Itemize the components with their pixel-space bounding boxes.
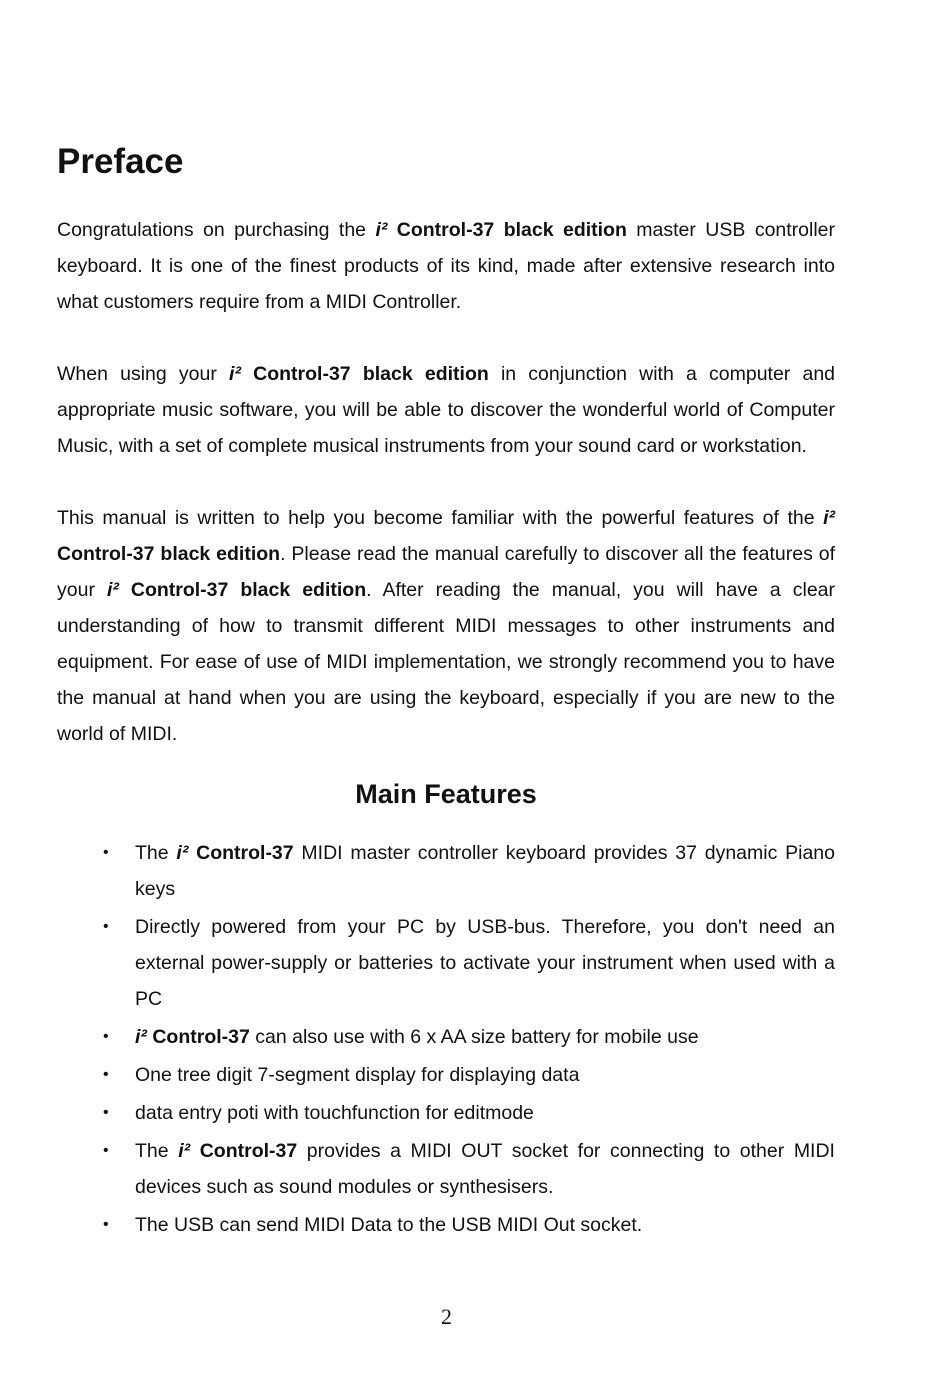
usage-paragraph (57, 356, 835, 464)
manual-paragraph (57, 500, 835, 752)
feature-item (57, 1057, 835, 1093)
product-prefix: i² (178, 1140, 191, 1162)
feature-text: The (135, 842, 177, 864)
paragraph-text: . Please read the manual carefully to discover all the features of your (57, 543, 835, 601)
feature-item (57, 1095, 835, 1131)
feature-text: The USB can send MIDI Data to the USB MIDI Out socket. (135, 1214, 643, 1236)
intro-paragraph (57, 212, 835, 320)
product-name-text: Control-37 black edition (130, 579, 367, 601)
page-title: Preface (57, 142, 184, 181)
paragraph-text: master USB controller keyboard. It is one of the finest products of its kind, made after extensive research into what customers require from a MIDI Controller. (57, 219, 836, 313)
feature-text: data entry poti with touchfunction for editmode (135, 1102, 534, 1124)
feature-text: MIDI master controller keyboard provides 37 dynamic Piano keys (135, 842, 835, 900)
feature-item (57, 909, 835, 1017)
feature-text: One tree digit 7-segment display for displaying data (135, 1064, 580, 1086)
product-name (178, 1140, 297, 1162)
bullet-icon: • (103, 918, 109, 935)
page-number: 2 (441, 1304, 452, 1329)
feature-item (57, 835, 835, 907)
product-name-text: Control-37 black edition (396, 219, 627, 241)
feature-text: Directly powered from your PC by USB-bus. Therefore, you don't need an external power-supply or batteries to activate your instrument when used with a PC (135, 916, 835, 1010)
features-list (57, 835, 835, 1243)
product-name-text: Control-37 black edition (57, 543, 281, 565)
bullet-icon: • (103, 1066, 109, 1083)
product-name (229, 363, 489, 385)
feature-item (57, 1019, 835, 1055)
paragraph-text: Congratulations on purchasing the (57, 219, 376, 241)
bullet-icon: • (103, 1142, 109, 1159)
bullet-icon: • (103, 1104, 109, 1121)
paragraph-text: in conjunction with a computer and appropriate music software, you will be able to discover the wonderful world of Computer Music, with a set of complete musical instruments from your sound card or workstation. (57, 363, 836, 457)
feature-text: provides a MIDI OUT socket for connecting to other MIDI devices such as sound modules or synthesisers. (135, 1140, 835, 1198)
section-heading: Main Features (355, 779, 537, 809)
bullet-icon: • (103, 1028, 109, 1045)
feature-text: can also use with 6 x AA size battery for mobile use (249, 1026, 699, 1048)
product-prefix: i² (176, 842, 189, 864)
product-name-text: Control-37 black edition (253, 363, 489, 385)
product-name (135, 1026, 250, 1048)
product-prefix: i² (823, 507, 835, 529)
product-prefix: i² (106, 579, 119, 601)
product-name (375, 219, 626, 241)
paragraph-text: This manual is written to help you become familiar with the powerful features of the (57, 507, 824, 529)
feature-text: The (135, 1140, 179, 1162)
product-name-text: Control-37 (152, 1026, 250, 1048)
document-page (57, 138, 835, 1245)
feature-item (57, 1207, 835, 1243)
product-name-text: Control-37 (199, 1140, 298, 1162)
product-name-text: Control-37 (196, 842, 294, 864)
feature-item (57, 1133, 835, 1205)
product-prefix: i² (135, 1026, 147, 1048)
paragraph-text: When using your (57, 363, 230, 385)
product-prefix: i² (375, 219, 388, 241)
paragraph-text: . After reading the manual, you will have a clear understanding of how to transmit different MIDI messages to other instruments and equipment. For ease of use of MIDI implementation, we strongly recommend you to have the manual at hand when you are using the keyboard, especially if you are new to the world of MIDI. (57, 579, 836, 745)
product-name (176, 842, 293, 864)
product-prefix: i² (229, 363, 241, 385)
bullet-icon: • (103, 1216, 109, 1233)
bullet-icon: • (103, 844, 109, 861)
product-name (107, 579, 366, 601)
